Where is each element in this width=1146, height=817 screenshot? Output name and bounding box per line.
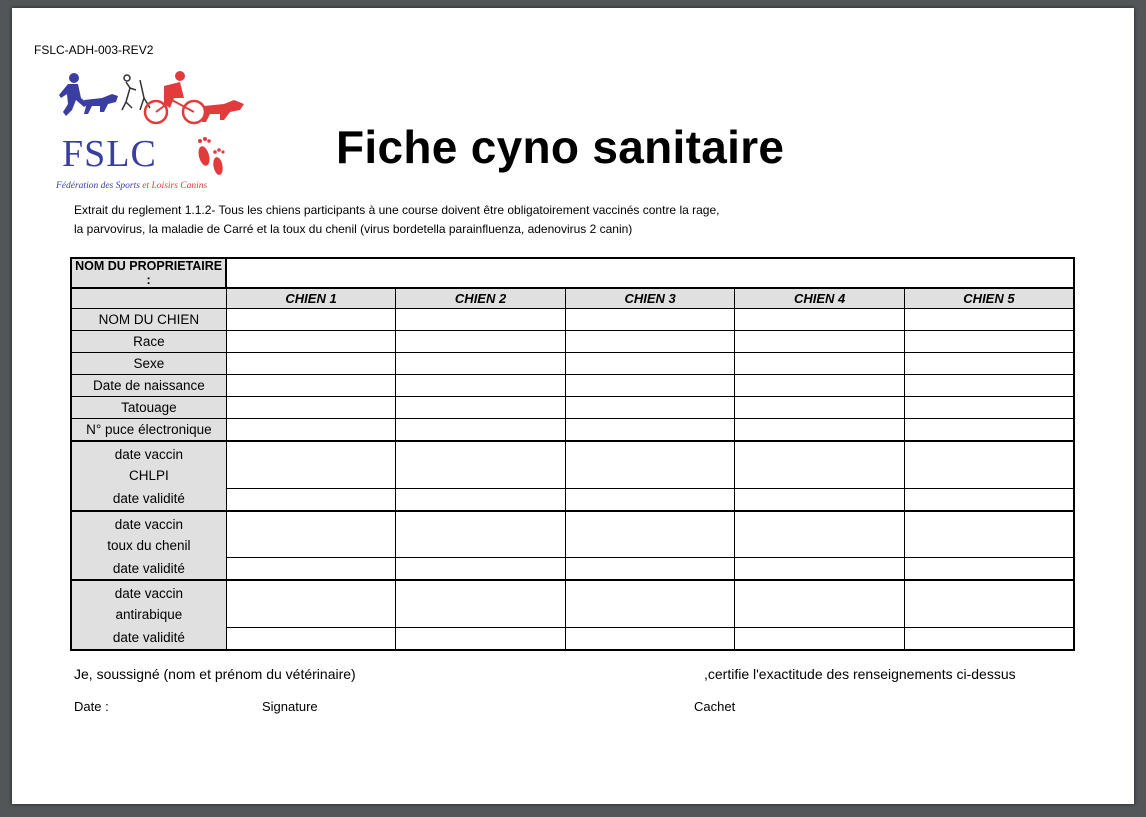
row-date-de-naissance xyxy=(71,375,1074,397)
data-cell[interactable] xyxy=(565,627,735,650)
data-cell[interactable] xyxy=(735,488,905,511)
extract-line-1: Extrait du reglement 1.1.2- Tous les chiens participants à une course doivent être obligatoirement vaccinés contre la rage, xyxy=(74,203,720,217)
data-cell[interactable] xyxy=(735,441,905,488)
row-vaccin-antirabique xyxy=(71,580,1074,627)
data-cell[interactable] xyxy=(735,511,905,558)
data-cell[interactable] xyxy=(904,331,1074,353)
data-cell[interactable] xyxy=(396,397,566,419)
row-label: N° puce électronique xyxy=(71,419,226,442)
row-validite-antirabique xyxy=(71,627,1074,650)
cyclist-icon xyxy=(145,71,205,123)
data-cell[interactable] xyxy=(735,353,905,375)
vaccine-label-line1: date vaccin xyxy=(114,447,184,462)
row-label: Tatouage xyxy=(71,397,226,419)
fslc-logo-graphic xyxy=(54,68,250,190)
row-vaccin-chlpi xyxy=(71,441,1074,488)
column-header-chien-4: CHIEN 4 xyxy=(735,288,905,309)
logo-subtitle: Fédération des Sports et Loisirs Canins xyxy=(56,181,208,190)
data-cell[interactable] xyxy=(226,558,396,581)
data-cell[interactable] xyxy=(565,309,735,331)
column-header-chien-5: CHIEN 5 xyxy=(904,288,1074,309)
data-cell[interactable] xyxy=(396,580,566,627)
row-label: Race xyxy=(71,331,226,353)
document-reference: FSLC-ADH-003-REV2 xyxy=(34,43,154,57)
data-cell[interactable] xyxy=(735,580,905,627)
data-cell[interactable] xyxy=(226,309,396,331)
validity-label: date validité xyxy=(71,488,226,511)
data-cell[interactable] xyxy=(904,511,1074,558)
owner-row xyxy=(71,258,1074,288)
row-label: Date de naissance xyxy=(71,375,226,397)
data-cell[interactable] xyxy=(226,580,396,627)
row-validite-toux-du-chenil xyxy=(71,558,1074,581)
row-label: Sexe xyxy=(71,353,226,375)
signature-label: Signature xyxy=(262,699,318,714)
data-cell[interactable] xyxy=(226,627,396,650)
certify-text: ,certifie l'exactitude des renseignements ci-dessus xyxy=(704,666,1016,682)
vaccine-label-line2: toux du chenil xyxy=(107,537,191,553)
footprint-icon xyxy=(197,137,225,176)
dog-icon xyxy=(84,94,118,114)
vaccine-label xyxy=(71,580,226,627)
document-page xyxy=(12,8,1134,804)
row-race xyxy=(71,331,1074,353)
row-label: NOM DU CHIEN xyxy=(71,309,226,331)
dog-health-table xyxy=(70,257,1075,651)
sketch-icon xyxy=(122,75,150,110)
data-cell[interactable] xyxy=(396,419,566,442)
owner-name-field[interactable] xyxy=(226,258,1074,288)
validity-label: date validité xyxy=(71,627,226,650)
data-cell[interactable] xyxy=(565,375,735,397)
data-cell[interactable] xyxy=(735,627,905,650)
data-cell[interactable] xyxy=(565,511,735,558)
column-header-chien-2: CHIEN 2 xyxy=(396,288,566,309)
data-cell[interactable] xyxy=(904,397,1074,419)
data-cell[interactable] xyxy=(226,375,396,397)
data-cell[interactable] xyxy=(565,441,735,488)
data-cell[interactable] xyxy=(396,488,566,511)
data-cell[interactable] xyxy=(735,375,905,397)
date-label: Date : xyxy=(74,699,109,714)
data-cell[interactable] xyxy=(735,331,905,353)
data-cell[interactable] xyxy=(735,419,905,442)
data-cell[interactable] xyxy=(904,309,1074,331)
data-cell[interactable] xyxy=(565,488,735,511)
row-sexe xyxy=(71,353,1074,375)
data-cell[interactable] xyxy=(735,309,905,331)
header-row xyxy=(71,288,1074,309)
data-cell[interactable] xyxy=(226,397,396,419)
row-puce-electronique xyxy=(71,419,1074,442)
data-cell[interactable] xyxy=(396,375,566,397)
regulation-extract xyxy=(74,201,719,239)
data-cell[interactable] xyxy=(735,558,905,581)
data-cell[interactable] xyxy=(904,419,1074,442)
data-cell[interactable] xyxy=(904,353,1074,375)
column-header-chien-3: CHIEN 3 xyxy=(565,288,735,309)
document-title: Fiche cyno sanitaire xyxy=(336,121,785,173)
column-header-chien-1: CHIEN 1 xyxy=(226,288,396,309)
undersigned-text: Je, soussigné (nom et prénom du vétérinaire) xyxy=(74,666,356,682)
red-dog-icon xyxy=(202,100,244,122)
vaccine-label xyxy=(71,441,226,488)
data-cell[interactable] xyxy=(565,419,735,442)
data-cell[interactable] xyxy=(904,627,1074,650)
data-cell[interactable] xyxy=(396,331,566,353)
vaccine-label-line2: antirabique xyxy=(115,607,183,622)
data-cell[interactable] xyxy=(396,353,566,375)
data-cell[interactable] xyxy=(565,580,735,627)
data-cell[interactable] xyxy=(904,558,1074,581)
data-cell[interactable] xyxy=(396,558,566,581)
vaccine-label xyxy=(71,511,226,558)
stamp-label: Cachet xyxy=(694,699,736,714)
owner-label: NOM DU PROPRIETAIRE : xyxy=(71,258,226,288)
data-cell[interactable] xyxy=(565,331,735,353)
validity-label: date validité xyxy=(71,558,226,581)
vaccine-label-line1: date vaccin xyxy=(114,516,184,532)
header-empty-cell xyxy=(71,288,226,309)
data-cell[interactable] xyxy=(396,441,566,488)
data-cell[interactable] xyxy=(904,441,1074,488)
data-cell[interactable] xyxy=(226,353,396,375)
row-tatouage xyxy=(71,397,1074,419)
data-cell[interactable] xyxy=(226,488,396,511)
vaccine-label-line1: date vaccin xyxy=(114,586,184,601)
runner-icon xyxy=(59,73,88,116)
data-cell[interactable] xyxy=(735,397,905,419)
fslc-logo xyxy=(54,68,250,190)
extract-line-2: la parvovirus, la maladie de Carré et la toux du chenil (virus bordetella parainfluenza, adenovirus 2 canin) xyxy=(74,222,633,236)
data-cell[interactable] xyxy=(226,331,396,353)
data-cell[interactable] xyxy=(396,627,566,650)
row-vaccin-toux-du-chenil xyxy=(71,511,1074,558)
data-cell[interactable] xyxy=(565,353,735,375)
data-cell[interactable] xyxy=(904,580,1074,627)
data-cell[interactable] xyxy=(226,419,396,442)
row-validite-chlpi xyxy=(71,488,1074,511)
data-cell[interactable] xyxy=(226,511,396,558)
data-cell[interactable] xyxy=(396,511,566,558)
data-cell[interactable] xyxy=(904,488,1074,511)
logo-text: FSLC xyxy=(62,133,157,175)
data-cell[interactable] xyxy=(396,309,566,331)
vaccine-label-line2: CHLPI xyxy=(129,468,169,483)
data-cell[interactable] xyxy=(565,558,735,581)
data-cell[interactable] xyxy=(565,397,735,419)
row-nom-du-chien xyxy=(71,309,1074,331)
data-cell[interactable] xyxy=(904,375,1074,397)
data-cell[interactable] xyxy=(226,441,396,488)
